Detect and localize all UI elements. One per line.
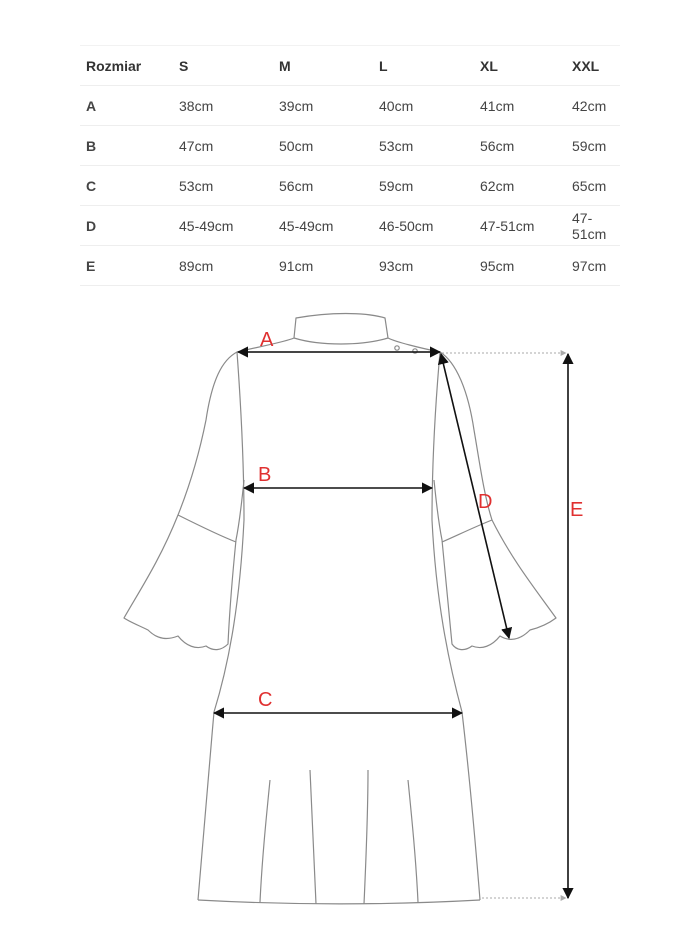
arrow-d (441, 354, 509, 638)
table-row (80, 166, 620, 206)
body-right-side (432, 352, 480, 900)
table-cell: 91cm (273, 246, 373, 286)
table-cell: 42cm (566, 86, 620, 126)
table-cell: 97cm (566, 246, 620, 286)
label-e: E (570, 499, 584, 521)
table-cell: 45-49cm (273, 206, 373, 246)
label-a: A (260, 329, 274, 351)
row-label: C (80, 166, 173, 206)
table-cell: 39cm (273, 86, 373, 126)
hem-line (198, 900, 480, 904)
table-row (80, 86, 620, 126)
table-cell: 89cm (173, 246, 273, 286)
dress-measurement-diagram (0, 300, 700, 933)
header-cell: Rozmiar (80, 46, 173, 86)
row-label: D (80, 206, 173, 246)
header-cell: L (373, 46, 474, 86)
table-cell: 59cm (566, 126, 620, 166)
table-cell: 56cm (474, 126, 566, 166)
table-cell: 53cm (373, 126, 474, 166)
label-d: D (478, 491, 493, 513)
right-sleeve (434, 352, 556, 650)
header-cell: XXL (566, 46, 620, 86)
row-label: B (80, 126, 173, 166)
collar-seam (294, 338, 388, 344)
row-label: A (80, 86, 173, 126)
left-sleeve-seam (178, 515, 236, 542)
label-b: B (258, 464, 272, 486)
header-cell: XL (474, 46, 566, 86)
left-sleeve (124, 352, 244, 650)
table-cell: 56cm (273, 166, 373, 206)
pleat-line (310, 770, 316, 904)
table-cell: 45-49cm (173, 206, 273, 246)
table-cell: 41cm (474, 86, 566, 126)
row-label: E (80, 246, 173, 286)
table-cell: 59cm (373, 166, 474, 206)
dress-outline (124, 314, 556, 905)
table-cell: 65cm (566, 166, 620, 206)
label-c: C (258, 689, 273, 711)
pleat-line (364, 770, 368, 904)
table-cell: 50cm (273, 126, 373, 166)
table-row (80, 206, 620, 246)
table-cell: 47-51cm (566, 206, 620, 246)
body-left-side (198, 352, 244, 900)
header-cell: M (273, 46, 373, 86)
size-table (80, 45, 620, 286)
table-cell: 47cm (173, 126, 273, 166)
table-cell: 47-51cm (474, 206, 566, 246)
pleat-line (408, 780, 418, 902)
table-row (80, 246, 620, 286)
table-cell: 38cm (173, 86, 273, 126)
table-cell: 46-50cm (373, 206, 474, 246)
table-cell: 62cm (474, 166, 566, 206)
pleat-line (260, 780, 270, 902)
table-cell: 40cm (373, 86, 474, 126)
table-row (80, 126, 620, 166)
table-cell: 95cm (474, 246, 566, 286)
button-icon (395, 346, 399, 350)
table-cell: 53cm (173, 166, 273, 206)
table-cell: 93cm (373, 246, 474, 286)
table-header-row (80, 46, 620, 86)
header-cell: S (173, 46, 273, 86)
